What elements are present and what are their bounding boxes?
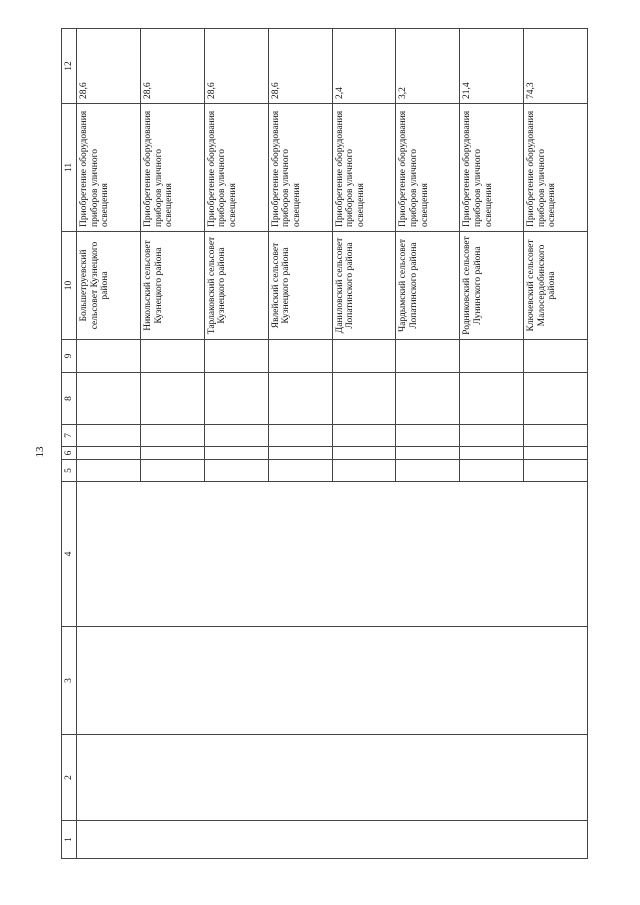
amount-cell: 3,2 — [396, 29, 460, 104]
column-header: 4 — [62, 482, 77, 627]
amount-cell: 28,6 — [77, 29, 141, 104]
empty-cell — [396, 447, 460, 460]
page-number: 13 — [34, 446, 46, 458]
amount-cell: 2,4 — [332, 29, 396, 104]
empty-cell — [140, 460, 204, 482]
empty-cell — [268, 460, 332, 482]
empty-cell — [460, 373, 524, 425]
purpose-cell: Приобретение оборудования приборов уличного освещения — [460, 104, 524, 232]
column-header: 3 — [62, 627, 77, 735]
data-table — [61, 28, 588, 859]
empty-cell — [524, 373, 588, 425]
municipality-cell: Чардымский сельсовет Лопатинского района — [396, 232, 460, 340]
empty-cell — [524, 340, 588, 373]
empty-cell — [204, 447, 268, 460]
header-row — [62, 29, 77, 859]
empty-cell — [460, 340, 524, 373]
municipality-cell: Ключевский сельсовет Малосердобинского района — [524, 232, 588, 340]
empty-cell — [332, 460, 396, 482]
purpose-cell: Приобретение оборудования приборов уличного освещения — [524, 104, 588, 232]
empty-cell — [332, 425, 396, 447]
empty-cell — [204, 340, 268, 373]
empty-cell — [77, 460, 141, 482]
municipality-cell: Даниловский сельсовет Лопатинского района — [332, 232, 396, 340]
empty-cell — [77, 340, 141, 373]
empty-cell — [204, 460, 268, 482]
amount-cell: 21,4 — [460, 29, 524, 104]
empty-cell — [140, 425, 204, 447]
municipality-cell: Никольский сельсовет Кузнецкого района — [140, 232, 204, 340]
empty-cell — [460, 460, 524, 482]
empty-cell — [268, 373, 332, 425]
empty-cell — [204, 425, 268, 447]
empty-cell — [396, 373, 460, 425]
municipality-cell: Явлейский сельсовет Кузнецкого района — [268, 232, 332, 340]
purpose-cell: Приобретение оборудования приборов уличного освещения — [396, 104, 460, 232]
municipality-cell: Родниковский сельсовет Лунинского района — [460, 232, 524, 340]
empty-cell — [77, 373, 141, 425]
empty-cell — [268, 447, 332, 460]
empty-cell — [332, 447, 396, 460]
column-header: 6 — [62, 447, 77, 460]
empty-cell — [140, 340, 204, 373]
empty-cell — [77, 735, 588, 821]
column-header: 8 — [62, 373, 77, 425]
column-header: 11 — [62, 104, 77, 232]
rotated-table-container — [61, 29, 588, 859]
column-header: 5 — [62, 460, 77, 482]
column-header: 12 — [62, 29, 77, 104]
column-header: 2 — [62, 735, 77, 821]
empty-cell — [77, 482, 588, 627]
empty-cell — [332, 373, 396, 425]
purpose-cell: Приобретение оборудования приборов уличного освещения — [268, 104, 332, 232]
empty-cell — [77, 627, 588, 735]
empty-cell — [396, 425, 460, 447]
table-row — [77, 29, 141, 859]
column-header: 9 — [62, 340, 77, 373]
empty-cell — [268, 425, 332, 447]
column-header: 1 — [62, 821, 77, 859]
empty-cell — [524, 447, 588, 460]
empty-cell — [460, 425, 524, 447]
amount-cell: 28,6 — [204, 29, 268, 104]
purpose-cell: Приобретение оборудования приборов уличного освещения — [140, 104, 204, 232]
empty-cell — [77, 821, 588, 859]
column-header: 7 — [62, 425, 77, 447]
empty-cell — [460, 447, 524, 460]
municipality-cell: Большетруевский сельсовет Кузнецкого района — [77, 232, 141, 340]
municipality-cell: Тарлаковский сельсовет Кузнецкого района — [204, 232, 268, 340]
purpose-cell: Приобретение оборудования приборов уличного освещения — [332, 104, 396, 232]
amount-cell: 74,3 — [524, 29, 588, 104]
empty-cell — [140, 447, 204, 460]
empty-cell — [332, 340, 396, 373]
empty-cell — [524, 460, 588, 482]
empty-cell — [77, 447, 141, 460]
empty-cell — [396, 460, 460, 482]
amount-cell: 28,6 — [268, 29, 332, 104]
empty-cell — [396, 340, 460, 373]
empty-cell — [524, 425, 588, 447]
purpose-cell: Приобретение оборудования приборов уличного освещения — [77, 104, 141, 232]
amount-cell: 28,6 — [140, 29, 204, 104]
empty-cell — [77, 425, 141, 447]
column-header: 10 — [62, 232, 77, 340]
purpose-cell: Приобретение оборудования приборов уличного освещения — [204, 104, 268, 232]
empty-cell — [140, 373, 204, 425]
empty-cell — [204, 373, 268, 425]
empty-cell — [268, 340, 332, 373]
